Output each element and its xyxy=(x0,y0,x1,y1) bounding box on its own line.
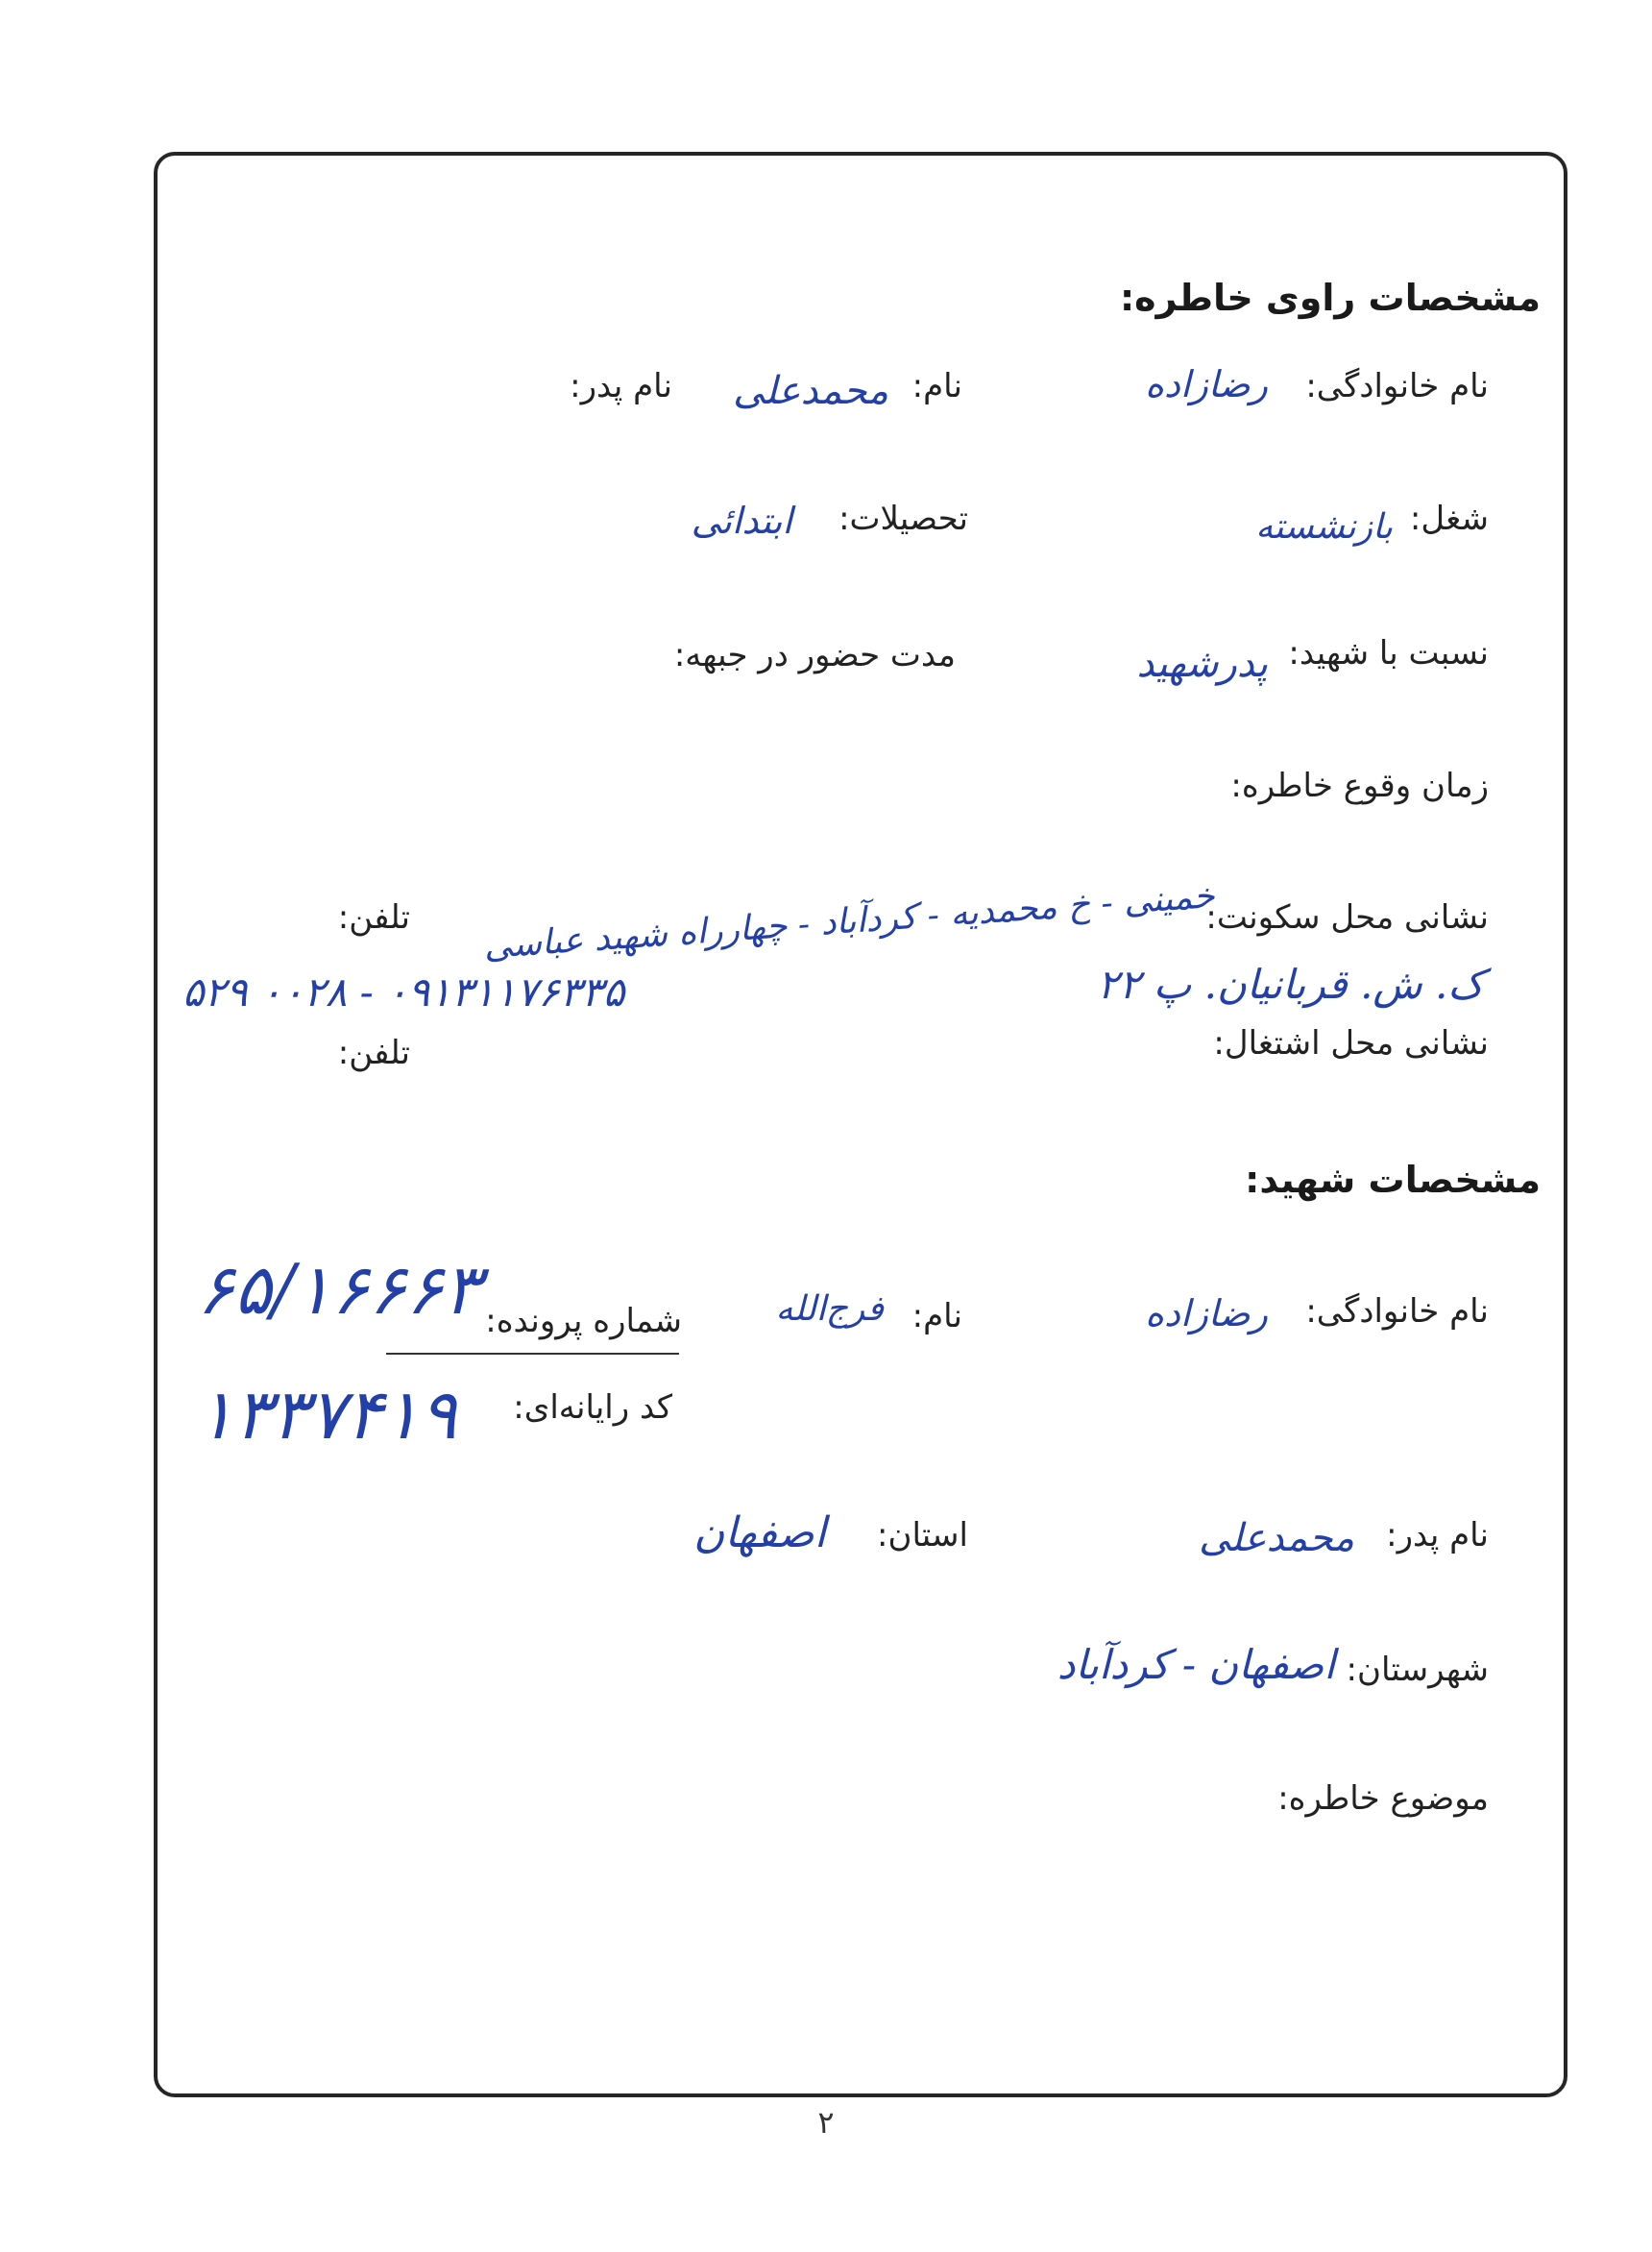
narrator-work-address-label: نشانی محل اشتغال: xyxy=(1213,1024,1489,1063)
narrator-phone-label: تلفن: xyxy=(337,898,410,937)
narrator-family-name-value: رضازاده xyxy=(1145,363,1268,405)
martyr-county-label: شهرستان: xyxy=(1346,1651,1489,1689)
narrator-job-label: شغل: xyxy=(1409,500,1489,538)
martyr-first-name-value: فرج‌الله xyxy=(775,1289,884,1329)
narrator-home-address-label: نشانی محل سکونت: xyxy=(1205,898,1489,937)
page-number: ۲ xyxy=(817,2104,835,2141)
martyr-memory-subject-label: موضوع خاطره: xyxy=(1277,1779,1489,1818)
file-number-underline xyxy=(386,1353,679,1355)
martyr-first-name-label: نام: xyxy=(911,1297,962,1335)
narrator-father-name-label: نام پدر: xyxy=(570,367,672,405)
narrator-relation-label: نسبت با شهید: xyxy=(1288,634,1489,673)
martyr-family-name-value: رضازاده xyxy=(1145,1292,1268,1334)
martyr-father-name-label: نام پدر: xyxy=(1386,1516,1489,1554)
martyr-county-value: اصفهان - کردآباد xyxy=(1057,1641,1335,1688)
narrator-first-name-value: محمدعلی xyxy=(733,369,888,413)
martyr-file-number-value: ۶۵/۱۶۶۶۳ xyxy=(197,1249,480,1330)
martyr-family-name-label: نام خانوادگی: xyxy=(1305,1292,1489,1331)
narrator-job-value: بازنشسته xyxy=(1255,507,1393,547)
narrator-work-phone-label: تلفن: xyxy=(337,1034,410,1072)
martyr-heading: مشخصات شهید: xyxy=(1245,1159,1541,1201)
martyr-computer-code-value: ۱۳۳۷۴۱۹ xyxy=(197,1374,457,1455)
narrator-education-value: ابتدائی xyxy=(691,500,792,542)
narrator-family-name-label: نام خانوادگی: xyxy=(1305,367,1489,405)
narrator-relation-value: پدرشهید xyxy=(1136,642,1268,686)
martyr-file-number-label: شماره پرونده: xyxy=(485,1302,682,1340)
narrator-memory-time-label: زمان وقوع خاطره: xyxy=(1230,767,1489,805)
narrator-heading: مشخصات راوی خاطره: xyxy=(1119,277,1541,319)
martyr-province-value: اصفهان xyxy=(693,1508,826,1557)
narrator-phone-value: ۵۲۹ ۰۰۲۸ - ۰۹۱۳۱۱۷۶۳۳۵ xyxy=(182,968,625,1016)
martyr-computer-code-label: کد رایانه‌ای: xyxy=(513,1388,672,1427)
martyr-father-name-value: محمدعلی xyxy=(1199,1516,1354,1560)
narrator-home-address-value-2: ک. ش. قربانیان. پ ۲۲ xyxy=(1097,961,1484,1008)
narrator-first-name-label: نام: xyxy=(911,367,962,405)
narrator-home-address-value-1: خمینی - خ محمدیه - کردآباد - چهارراه شهید عباسی xyxy=(482,876,1217,967)
martyr-province-label: استان: xyxy=(877,1516,968,1554)
narrator-education-label: تحصیلات: xyxy=(838,500,968,538)
narrator-front-duration-label: مدت حضور در جبهه: xyxy=(673,636,956,674)
